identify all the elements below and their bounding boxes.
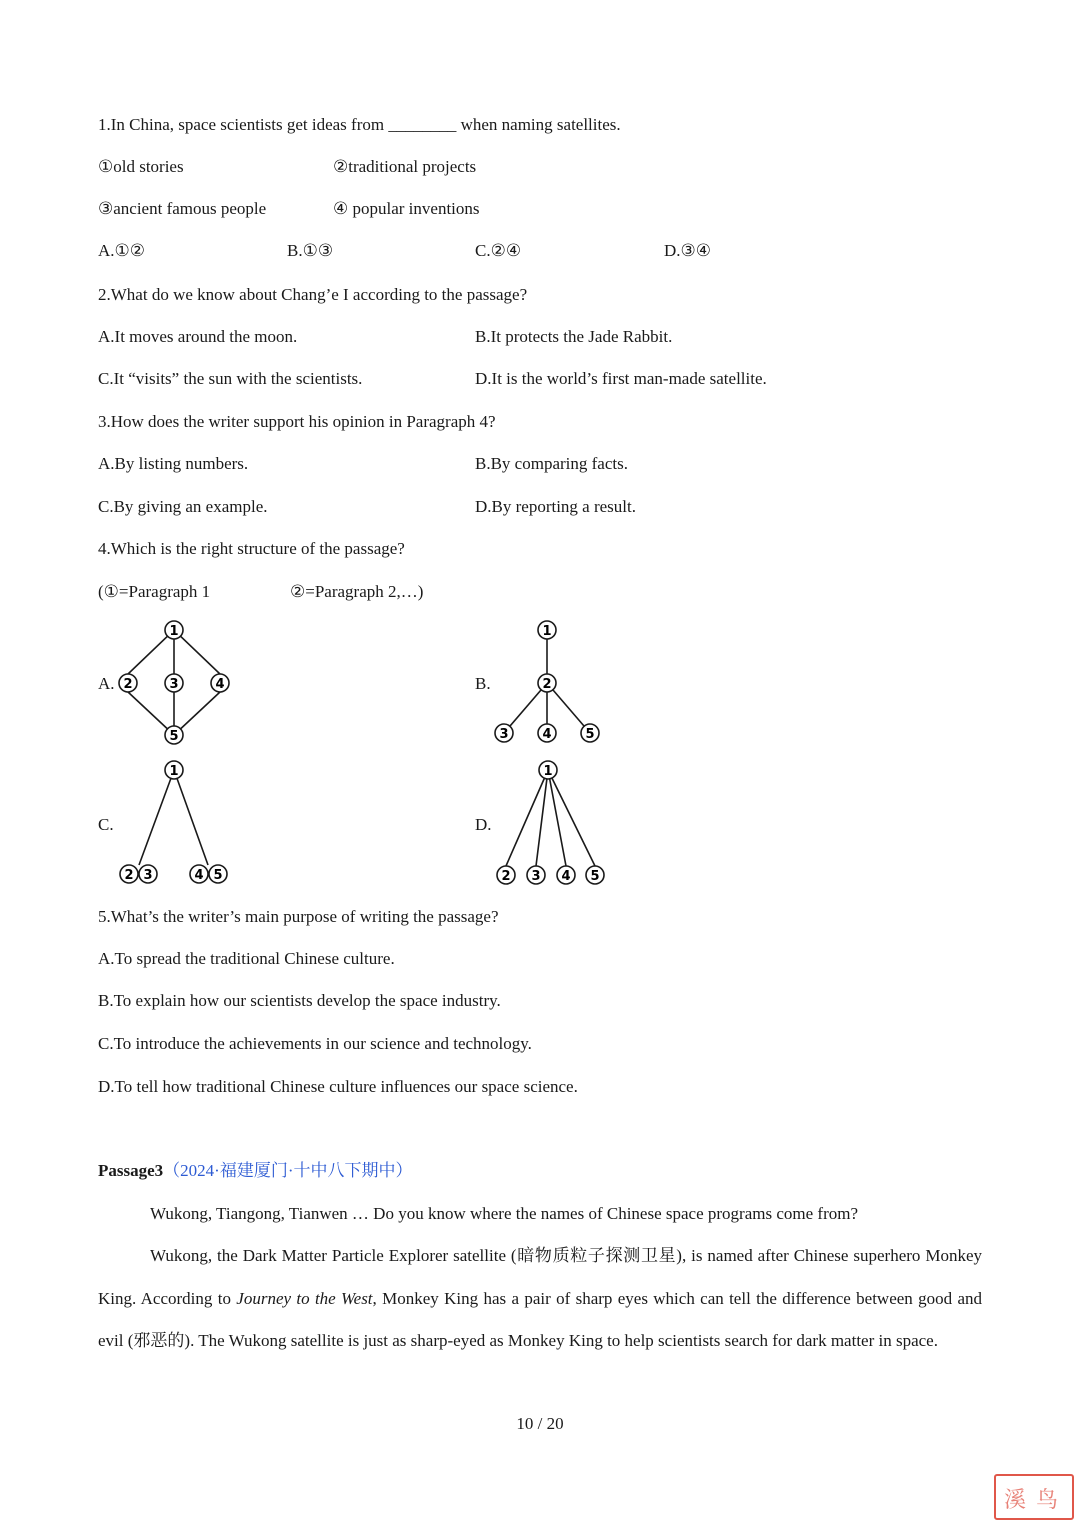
passage3-p2-part2: , Monkey King has a pair of sharp eyes which can tell the difference between good and evil (邪恶的). The Wukong satellite is just as sharp-eyed as Monkey King to help scientists search for dark matter in space.	[98, 1288, 982, 1350]
diagram-a-node-1: 1	[169, 624, 179, 639]
diagram-a-node-4: 4	[215, 677, 225, 692]
q1-option-d: D.③④	[664, 241, 712, 260]
stamp-char-1: 溪	[1004, 1488, 1027, 1513]
diagram-d-node-3: 3	[531, 869, 541, 884]
q5-option-c: C.To introduce the achievements in our science and technology.	[98, 1034, 532, 1053]
q4-label-d: D.	[475, 815, 492, 834]
q1-item-2: ②traditional projects	[333, 157, 477, 176]
q5-stem: 5.What’s the writer’s main purpose of writing the passage?	[98, 907, 499, 926]
diagram-a-node-5: 5	[169, 729, 179, 744]
q4-note-2: ②=Paragraph 2,…)	[290, 582, 424, 601]
diagram-b	[490, 618, 610, 748]
q3-option-b: B.By comparing facts.	[475, 454, 628, 473]
q4-note-1: (①=Paragraph 1	[98, 582, 211, 601]
q1-item-4: ④ popular inventions	[333, 199, 480, 218]
q2-stem: 2.What do we know about Chang’e I according to the passage?	[98, 285, 528, 304]
q4-label-c: C.	[98, 815, 114, 834]
diagram-c-node-3: 3	[143, 868, 153, 883]
q2-option-b: B.It protects the Jade Rabbit.	[475, 327, 673, 346]
stamp-char-2: 鸟	[1036, 1488, 1059, 1513]
diagram-d	[490, 758, 620, 888]
diagram-b-node-2: 2	[542, 677, 552, 692]
diagram-a-node-2: 2	[123, 677, 133, 692]
q3-option-d: D.By reporting a result.	[475, 497, 636, 516]
q2-option-a: A.It moves around the moon.	[98, 327, 298, 346]
diagram-b-node-3: 3	[499, 727, 509, 742]
q5-option-a: A.To spread the traditional Chinese culture.	[98, 949, 395, 968]
q1-stem: 1.In China, space scientists get ideas from ________ when naming satellites.	[98, 115, 621, 134]
passage3-source: （2024·福建厦门·十中八下期中）	[163, 1161, 413, 1180]
page-number: 10 / 20	[516, 1414, 564, 1433]
diagram-d-node-1: 1	[543, 764, 553, 779]
diagram-a	[110, 618, 240, 748]
q2-option-d: D.It is the world’s first man-made satellite.	[475, 369, 767, 388]
q4-stem: 4.Which is the right structure of the passage?	[98, 539, 405, 558]
diagram-c-node-4: 4	[194, 868, 204, 883]
passage3-heading	[98, 1160, 413, 1182]
diagram-d-node-4: 4	[561, 869, 571, 884]
diagram-c-node-5: 5	[213, 868, 223, 883]
q1-option-b: B.①③	[287, 241, 334, 260]
q4-label-a: A.	[98, 674, 115, 693]
diagram-b-node-4: 4	[542, 727, 552, 742]
q1-item-1: ①old stories	[98, 157, 184, 176]
diagram-c-node-1: 1	[169, 764, 179, 779]
q1-item-3: ③ancient famous people	[98, 199, 267, 218]
passage3-p2-part1: Wukong, the Dark Matter Particle Explorer satellite (暗物质粒子探测卫星), is named after Chinese superhero Monkey King. According to	[98, 1246, 982, 1308]
diagram-c	[110, 758, 240, 888]
q3-stem: 3.How does the writer support his opinion in Paragraph 4?	[98, 412, 496, 431]
q2-option-c: C.It “visits” the sun with the scientists.	[98, 369, 363, 388]
passage3-book-title: Journey to the West	[236, 1288, 373, 1308]
q3-option-c: C.By giving an example.	[98, 497, 268, 516]
passage3-title: Passage3	[98, 1161, 164, 1180]
diagram-c-node-2: 2	[124, 868, 134, 883]
diagram-b-node-1: 1	[542, 624, 552, 639]
q4-label-b: B.	[475, 674, 491, 693]
diagram-d-node-2: 2	[501, 869, 511, 884]
watermark-stamp	[994, 1474, 1074, 1520]
diagram-d-node-5: 5	[590, 869, 600, 884]
q5-option-d: D.To tell how traditional Chinese culture influences our space science.	[98, 1077, 578, 1096]
passage3-paragraph-2	[98, 1235, 982, 1363]
q1-option-c: C.②④	[475, 241, 522, 260]
q3-option-a: A.By listing numbers.	[98, 454, 249, 473]
q1-option-a: A.①②	[98, 241, 146, 260]
passage3-paragraph-1: Wukong, Tiangong, Tianwen … Do you know where the names of Chinese space programs come from?	[150, 1204, 859, 1223]
diagram-b-node-5: 5	[585, 727, 595, 742]
q5-option-b: B.To explain how our scientists develop the space industry.	[98, 991, 501, 1010]
diagram-a-node-3: 3	[169, 677, 179, 692]
